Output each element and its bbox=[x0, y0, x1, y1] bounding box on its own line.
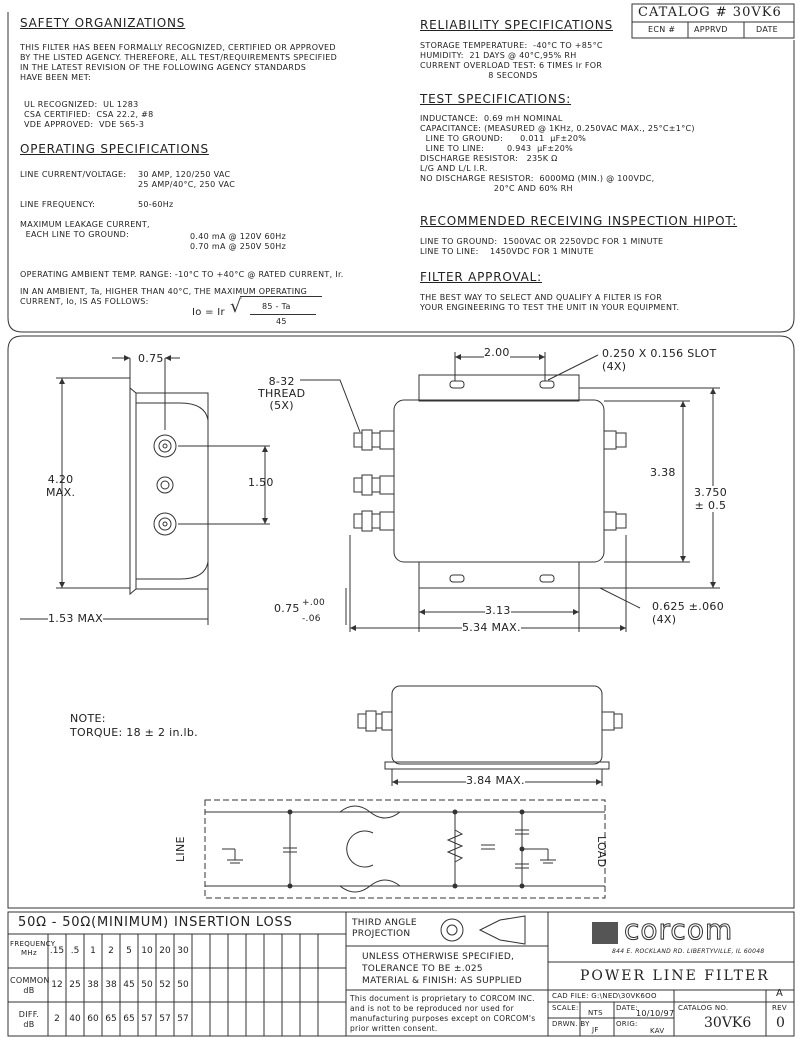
hipot-text: LINE TO GROUND: 1500VAC OR 2250VDC FOR 1 MINUTE LINE TO LINE: 1450VDC FOR 1 MINUTE bbox=[420, 237, 664, 256]
common-cell: 50 bbox=[141, 980, 153, 990]
line-cv-label: LINE CURRENT/VOLTAGE: bbox=[20, 170, 127, 179]
torque-note: NOTE: TORQUE: 18 ± 2 in.lb. bbox=[70, 712, 198, 739]
freq-cell: .15 bbox=[49, 946, 65, 956]
catalog-no-value: 30VK6 bbox=[704, 1015, 752, 1031]
dim-200: 2.00 bbox=[484, 346, 510, 359]
dim-075-bot: 0.75 bbox=[274, 602, 300, 615]
safety-agencies: UL RECOGNIZED: UL 1283 CSA CERTIFIED: CSA 22.2, #8 VDE APPROVED: VDE 565-3 bbox=[24, 100, 154, 129]
line-freq-label: LINE FREQUENCY: bbox=[20, 200, 96, 209]
date-label: DATE bbox=[756, 25, 779, 34]
freq-cell: 30 bbox=[177, 946, 189, 956]
drawn-by-value: JF bbox=[592, 1026, 599, 1034]
scale-value: NTS bbox=[588, 1009, 603, 1017]
dim-0625: 0.625 ±.060 (4X) bbox=[652, 600, 724, 626]
reliability-title: RELIABILITY SPECIFICATIONS bbox=[420, 18, 613, 32]
dim-534: 5.34 MAX. bbox=[462, 621, 521, 634]
dim-384: 3.84 MAX. bbox=[466, 774, 525, 787]
derating-text: IN AN AMBIENT, Ta, HIGHER THAN 40°C, THE MAXIMUM OPERATING CURRENT, Io, IS AS FOLLOWS: bbox=[20, 287, 308, 306]
projection-label: THIRD ANGLE PROJECTION bbox=[352, 918, 417, 939]
cad-file: CAD FILE: G:\NED\30VK6OO bbox=[552, 992, 657, 1000]
common-cell: 38 bbox=[87, 980, 99, 990]
size-value: A bbox=[776, 988, 784, 999]
proprietary-note: This document is proprietary to CORCOM INC. and is not to be reproduced nor used for manufacturing purposes except on CORCOM's prior written consent. bbox=[350, 994, 536, 1033]
safety-text: THIS FILTER HAS BEEN FORMALLY RECOGNIZED, CERTIFIED OR APPROVED BY THE LISTED AGENCY. THEREFORE, ALL TEST/REQUIREMENTS SPECIFIED IN THE LATEST REVISION OF THE FOLLOWING AGENCY STANDARDS HAVE BEEN MET: bbox=[20, 43, 338, 82]
freq-cell: 20 bbox=[159, 946, 171, 956]
tolerance-note: UNLESS OTHERWISE SPECIFIED, TOLERANCE TO BE ±.025 MATERIAL & FINISH: AS SUPPLIED bbox=[362, 952, 522, 986]
date-value: 10/10/97 bbox=[636, 1009, 675, 1018]
freq-cell: 2 bbox=[108, 946, 114, 956]
diff-cell: 65 bbox=[123, 1014, 135, 1024]
corcom-address: 844 E. ROCKLAND RD. LIBERTYVILLE, IL 60048 bbox=[612, 948, 765, 955]
operating-title: OPERATING SPECIFICATIONS bbox=[20, 142, 209, 156]
schematic-load-label: LOAD bbox=[595, 836, 608, 868]
dim-3750: 3.750 ± 0.5 bbox=[694, 486, 727, 512]
safety-title: SAFETY ORGANIZATIONS bbox=[20, 16, 186, 30]
hipot-title: RECOMMENDED RECEIVING INSPECTION HIPOT: bbox=[420, 214, 738, 228]
diff-cell: 2 bbox=[54, 1014, 60, 1024]
freq-cell: 10 bbox=[141, 946, 153, 956]
common-cell: 52 bbox=[159, 980, 171, 990]
scale-label: SCALE: bbox=[552, 1004, 579, 1012]
catalog-number: CATALOG # 30VK6 bbox=[638, 5, 782, 20]
dim-150: 1.50 bbox=[248, 476, 274, 489]
diff-cell: 57 bbox=[177, 1014, 189, 1024]
apprvd-label: APPRVD bbox=[694, 25, 728, 34]
diff-row-label: DIFF. dB bbox=[18, 1010, 40, 1029]
dim-338: 3.38 bbox=[650, 466, 676, 479]
common-row-label: COMMON dB bbox=[10, 976, 50, 995]
dim-420: 4.20 MAX. bbox=[46, 473, 76, 499]
dim-075-top: 0.75 bbox=[138, 352, 164, 365]
formula-left: Io = Ir bbox=[192, 307, 225, 318]
dim-tol-minus: -.06 bbox=[302, 614, 321, 624]
diff-cell: 40 bbox=[69, 1014, 81, 1024]
test-text: INDUCTANCE: 0.69 mH NOMINAL CAPACITANCE: (MEASURED @ 1KHz, 0.250VAC MAX., 25°C±1°C) LINE TO GROUND: 0.011 µF±20% LINE TO LINE: 0.943 µF±20% DISCHARGE RESISTOR: 235K Ω L/G AND L/L I.R. NO DISCHARGE RESISTOR: 6000MΩ (MIN.) @ 100VDC, 20°C AND 60% RH bbox=[420, 114, 695, 193]
line-freq-value: 50-60Hz bbox=[138, 200, 174, 209]
catalog-no-label: CATALOG NO. bbox=[678, 1004, 729, 1012]
dim-tol-plus: +.00 bbox=[302, 598, 326, 608]
diff-cell: 57 bbox=[141, 1014, 153, 1024]
drawn-by-label: DRWN. BY bbox=[552, 1020, 590, 1028]
date-field-label: DATE: bbox=[616, 1004, 639, 1012]
diff-cell: 60 bbox=[87, 1014, 99, 1024]
formula-num: 85 - Ta bbox=[262, 302, 291, 311]
common-cell: 45 bbox=[123, 980, 135, 990]
approval-title: FILTER APPROVAL: bbox=[420, 270, 542, 284]
common-cell: 12 bbox=[51, 980, 63, 990]
leakage-label: MAXIMUM LEAKAGE CURRENT, EACH LINE TO GROUND: bbox=[20, 220, 150, 239]
common-cell: 38 bbox=[105, 980, 117, 990]
freq-row-label: FREQUENCY MHz bbox=[10, 940, 56, 957]
reliability-text: STORAGE TEMPERATURE: -40°C TO +85°C HUMIDITY: 21 DAYS @ 40°C,95% RH CURRENT OVERLOAD TEST: 6 TIMES Ir FOR 8 SECONDS bbox=[420, 41, 603, 80]
line-cv-value: 30 AMP, 120/250 VAC 25 AMP/40°C, 250 VAC bbox=[138, 170, 236, 189]
common-cell: 25 bbox=[69, 980, 81, 990]
orig-label: ORIG: bbox=[616, 1020, 638, 1028]
formula-bar bbox=[250, 314, 316, 315]
rev-value: 0 bbox=[776, 1015, 785, 1031]
freq-cell: .5 bbox=[70, 946, 80, 956]
diff-cell: 65 bbox=[105, 1014, 117, 1024]
approval-text: THE BEST WAY TO SELECT AND QUALIFY A FILTER IS FOR YOUR ENGINEERING TO TEST THE UNIT IN YOUR EQUIPMENT. bbox=[420, 293, 680, 312]
dim-313: 3.13 bbox=[485, 604, 511, 617]
product-title: POWER LINE FILTER bbox=[580, 968, 770, 984]
corcom-logo: corcom bbox=[624, 913, 734, 946]
leakage-value: 0.40 mA @ 120V 60Hz 0.70 mA @ 250V 50Hz bbox=[190, 232, 287, 251]
schematic-line-label: LINE bbox=[174, 836, 187, 862]
dim-thread: 8-32 THREAD (5X) bbox=[258, 375, 306, 412]
dim-153: 1.53 MAX bbox=[48, 612, 103, 625]
ambient-text: OPERATING AMBIENT TEMP. RANGE: -10°C TO +40°C @ RATED CURRENT, Ir. bbox=[20, 270, 344, 279]
test-title: TEST SPECIFICATIONS: bbox=[420, 92, 572, 106]
insertion-title: 50Ω - 50Ω(MINIMUM) INSERTION LOSS bbox=[18, 915, 293, 930]
freq-cell: 1 bbox=[90, 946, 96, 956]
diff-cell: 57 bbox=[159, 1014, 171, 1024]
sqrt-sign: √ bbox=[230, 296, 242, 317]
freq-cell: 5 bbox=[126, 946, 132, 956]
common-cell: 50 bbox=[177, 980, 189, 990]
formula-den: 45 bbox=[276, 317, 287, 326]
ecn-label: ECN # bbox=[648, 25, 676, 34]
rev-label: REV bbox=[772, 1004, 787, 1012]
dim-slot: 0.250 X 0.156 SLOT (4X) bbox=[602, 347, 717, 373]
orig-value: KAV bbox=[650, 1027, 665, 1035]
